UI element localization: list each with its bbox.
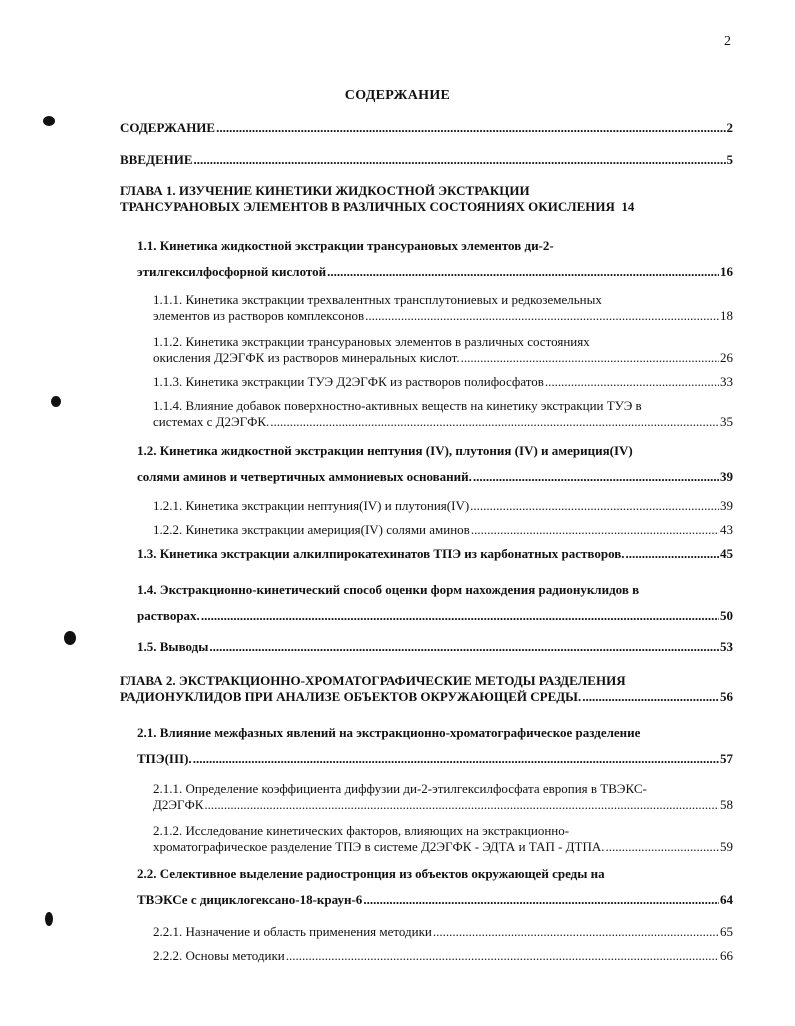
toc-entry[interactable]	[153, 374, 733, 390]
toc-entry[interactable]	[153, 924, 733, 940]
scan-mark	[64, 631, 76, 645]
leader-dots	[461, 350, 719, 366]
toc-entry-line: ТРАНСУРАНОВЫХ ЭЛЕМЕНТОВ В РАЗЛИЧНЫХ СОСТОЯНИЯХ ОКИСЛЕНИЯ	[120, 199, 615, 214]
leader-dots	[286, 948, 719, 964]
leader-dots	[204, 797, 719, 813]
leader-dots	[471, 522, 719, 538]
scan-mark	[43, 116, 55, 126]
toc-entry-line: этилгексилфосфорной кислотой	[137, 264, 327, 279]
scan-mark	[45, 912, 53, 926]
toc-entry-page: 58	[720, 797, 733, 812]
toc-entry[interactable]	[153, 334, 733, 366]
toc-entry-text: ВВЕДЕНИЕ	[120, 152, 193, 167]
toc-entry[interactable]	[137, 546, 733, 562]
toc-entry-line: 1.1.2. Кинетика экстракции трансурановых элементов в различных состояниях	[153, 334, 590, 349]
toc-entry-page: 16	[720, 264, 733, 279]
toc-entry-text: 1.3. Кинетика экстракции алкилпирокатехинатов ТПЭ из карбонатных растворов.	[137, 546, 625, 561]
leader-dots	[473, 464, 719, 490]
leader-dots	[363, 887, 719, 913]
toc-entry-line: хроматографическое разделение ТПЭ в системе Д2ЭГФК - ЭДТА и ТАП - ДТПА.	[153, 839, 605, 854]
toc-entry-line: 2.1. Влияние межфазных явлений на экстракционно-хроматографическое разделение	[137, 725, 641, 740]
toc-entry[interactable]	[153, 398, 733, 430]
leader-dots	[193, 746, 719, 772]
toc-entry-page: 53	[720, 639, 733, 654]
toc-entry[interactable]	[137, 233, 733, 285]
toc-entry-page: 65	[720, 924, 733, 939]
toc-entry-text: 2.2.2. Основы методики	[153, 948, 285, 963]
leader-dots	[327, 259, 719, 285]
toc-entry-line: Д2ЭГФК	[153, 797, 204, 812]
leader-dots	[201, 603, 719, 629]
scan-mark	[51, 396, 61, 407]
toc-entry-text: 1.1.3. Кинетика экстракции ТУЭ Д2ЭГФК из растворов полифосфатов	[153, 374, 544, 389]
toc-entry-line: РАДИОНУКЛИДОВ ПРИ АНАЛИЗЕ ОБЪЕКТОВ ОКРУЖАЮЩЕЙ СРЕДЫ.	[120, 689, 582, 704]
toc-entry[interactable]	[153, 781, 733, 813]
leader-dots	[626, 546, 719, 562]
toc-entry-line: элементов из растворов комплексонов	[153, 308, 365, 323]
toc-entry-text: 1.2.2. Кинетика экстракции америция(IV) солями аминов	[153, 522, 470, 537]
toc-entry-page: 35	[720, 414, 733, 429]
toc-entry-page: 56	[720, 689, 733, 704]
leader-dots	[606, 839, 719, 855]
toc-entry-line: растворах.	[137, 608, 200, 623]
leader-dots	[582, 689, 719, 705]
toc-entry-page: 2	[726, 120, 733, 135]
toc-entry[interactable]	[120, 120, 733, 136]
toc-entry-page: 64	[720, 892, 733, 907]
toc-entry[interactable]	[137, 577, 733, 629]
leader-dots	[545, 374, 719, 390]
toc-entry-text: 1.2.1. Кинетика экстракции нептуния(IV) и плутония(IV)	[153, 498, 470, 513]
toc-entry-page: 43	[720, 522, 733, 537]
toc-entry[interactable]	[120, 673, 733, 705]
toc-entry-page: 59	[720, 839, 733, 854]
toc-entry[interactable]	[153, 823, 733, 855]
toc-entry-line: 1.1.4. Влияние добавок поверхностно-активных веществ на кинетику экстракции ТУЭ в	[153, 398, 642, 413]
toc-entry-text: 2.2.1. Назначение и область применения методики	[153, 924, 432, 939]
leader-dots	[270, 414, 719, 430]
toc-entry-page: 5	[726, 152, 733, 167]
toc-entry-page: 50	[720, 608, 733, 623]
toc-entry-page: 45	[720, 546, 733, 561]
toc-entry-page: 57	[720, 751, 733, 766]
toc-entry-line: 1.2. Кинетика жидкостной экстракции нептуния (IV), плутония (IV) и америция(IV)	[137, 443, 633, 458]
leader-dots	[209, 639, 719, 655]
leader-dots	[470, 498, 719, 514]
toc-entry-page: 18	[720, 308, 733, 323]
toc-entry[interactable]	[120, 183, 733, 215]
toc-entry-line: ТПЭ(III).	[137, 751, 192, 766]
toc-entry[interactable]	[153, 498, 733, 514]
toc-entry[interactable]	[137, 861, 733, 913]
leader-dots	[433, 924, 719, 940]
toc-entry[interactable]	[120, 152, 733, 168]
toc-entry[interactable]	[153, 948, 733, 964]
page-number: 2	[724, 34, 731, 49]
toc-entry[interactable]	[153, 292, 733, 324]
toc-entry-text: 1.5. Выводы	[137, 639, 209, 654]
toc-entry-page: 39	[720, 469, 733, 484]
toc-title: СОДЕРЖАНИЕ	[344, 88, 451, 103]
toc-entry-line: 2.1.2. Исследование кинетических факторов, влияющих на экстракционно-	[153, 823, 570, 838]
toc-entry-page: 14	[621, 199, 635, 214]
toc-entry-text: СОДЕРЖАНИЕ	[120, 120, 216, 135]
toc-entry-line: 2.2. Селективное выделение радиостронция из объектов окружающей среды на	[137, 866, 605, 881]
toc-entry[interactable]	[137, 438, 733, 490]
toc-entry-line: окисления Д2ЭГФК из растворов минеральных кислот.	[153, 350, 460, 365]
toc-entry-line: системах с Д2ЭГФК.	[153, 414, 270, 429]
leader-dots	[194, 152, 726, 168]
toc-entry-line: 1.1.1. Кинетика экстракции трехвалентных трансплутониевых и редкоземельных	[153, 292, 602, 307]
toc-entry-page: 66	[720, 948, 733, 963]
toc-entry-page: 26	[720, 350, 733, 365]
toc-entry-line: 1.4. Экстракционно-кинетический способ оценки форм нахождения радионуклидов в	[137, 582, 640, 597]
toc-entry-line: ГЛАВА 1. ИЗУЧЕНИЕ КИНЕТИКИ ЖИДКОСТНОЙ ЭКСТРАКЦИИ	[120, 183, 530, 198]
toc-entry-line: ГЛАВА 2. ЭКСТРАКЦИОННО-ХРОМАТОГРАФИЧЕСКИЕ МЕТОДЫ РАЗДЕЛЕНИЯ	[120, 673, 626, 688]
toc-entry-line: 2.1.1. Определение коэффициента диффузии ди-2-этилгексилфосфата европия в ТВЭКС-	[153, 781, 647, 796]
leader-dots	[365, 308, 719, 324]
toc-entry-line: солями аминов и четвертичных аммониевых оснований.	[137, 469, 472, 484]
toc-entry-line: 1.1. Кинетика жидкостной экстракции трансурановых элементов ди-2-	[137, 238, 554, 253]
toc-entry-page: 33	[720, 374, 733, 389]
toc-entry[interactable]	[137, 639, 733, 655]
toc-entry-line: ТВЭКСе с дициклогексано-18-краун-6	[137, 892, 363, 907]
toc-entry-page: 39	[720, 498, 733, 513]
toc-entry[interactable]	[137, 720, 733, 772]
leader-dots	[216, 120, 725, 136]
toc-entry[interactable]	[153, 522, 733, 538]
